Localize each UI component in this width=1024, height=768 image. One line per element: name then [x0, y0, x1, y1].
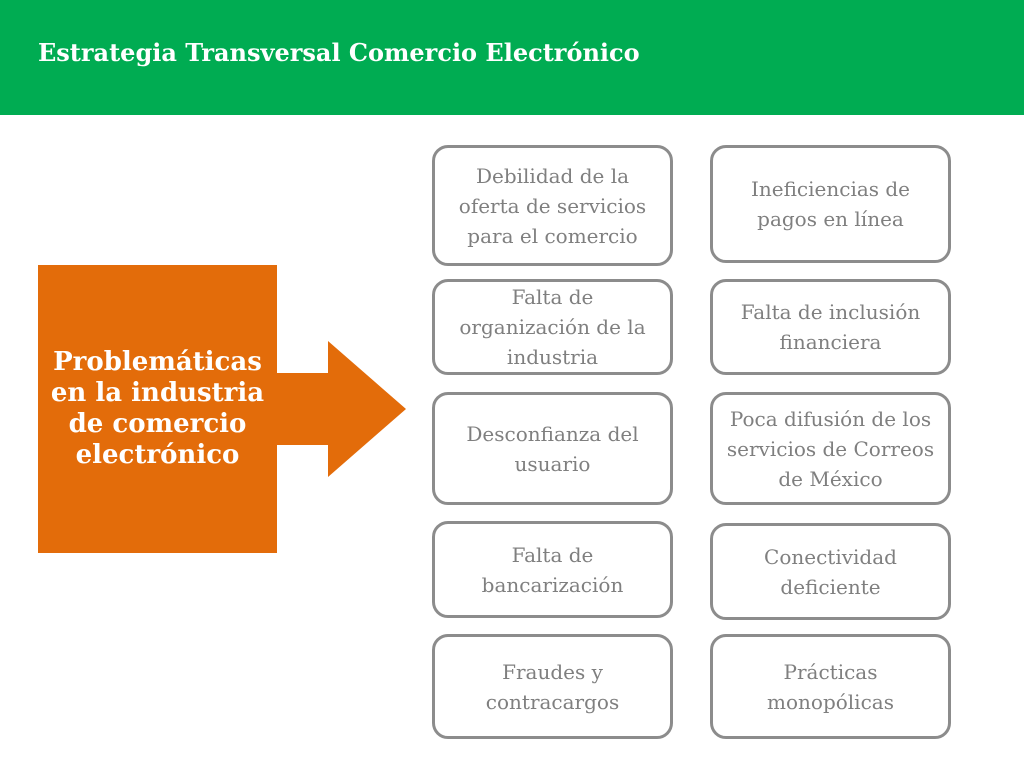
problem-label: Conectividad deficiente — [764, 544, 897, 599]
problem-label: Falta de organización de la industria — [459, 285, 646, 369]
main-problem-label: Problemáticas en la industria de comercio electrónico — [50, 346, 265, 471]
problem-label: Debilidad de la oferta de servicios para el comercio — [458, 163, 647, 248]
problem-label: Desconfianza del usuario — [466, 421, 639, 476]
problem-box-user-distrust — [432, 392, 673, 505]
problem-box-weak-offer — [432, 145, 673, 266]
slide-title: Estrategia Transversal Comercio Electrónico — [38, 38, 640, 67]
problem-label: Poca difusión de los servicios de Correos de México — [726, 406, 935, 491]
problem-label: Falta de inclusión financiera — [740, 300, 921, 354]
problem-box-connectivity — [710, 523, 951, 620]
problem-box-industry-organization — [432, 279, 673, 375]
problem-box-online-payments — [710, 145, 951, 263]
problem-label: Fraudes y contracargos — [485, 659, 620, 714]
right-arrow-icon — [276, 341, 406, 477]
problem-box-fraud — [432, 634, 673, 739]
header-bar — [0, 0, 1024, 115]
problem-box-financial-inclusion — [710, 279, 951, 375]
problem-box-correos-mexico — [710, 392, 951, 505]
problem-label: Falta de bancarización — [481, 542, 624, 597]
problem-box-monopolies — [710, 634, 951, 739]
problem-box-banking — [432, 521, 673, 618]
problem-label: Ineficiencias de pagos en línea — [750, 177, 911, 231]
problem-label: Prácticas monopólicas — [767, 659, 894, 714]
